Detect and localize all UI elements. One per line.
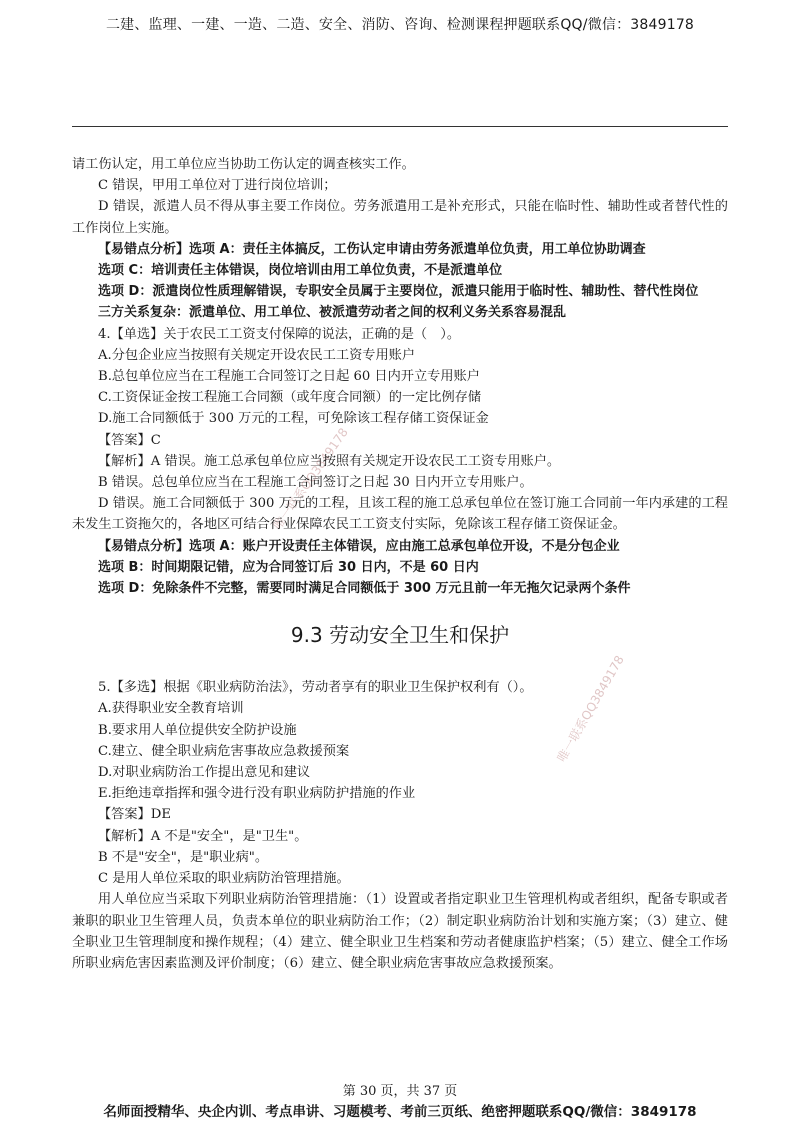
question-option: D.对职业病防治工作提出意见和建议 [98, 765, 311, 781]
explanation-line: B 错误。总包单位应当在工程施工合同签订之日起 30 日内开立专用账户。 [98, 475, 533, 491]
error-analysis-item: 选项 D：免除条件不完整，需要同时满足合同额低于 300 万元且前一年无拖欠记录两个条件 [98, 581, 631, 597]
error-analysis-heading: 【易错点分析】选项 A：责任主体搞反，工伤认定申请由劳务派遣单位负责，用工单位协助调查 [98, 241, 646, 257]
footer-banner: 名师面授精华、央企内训、考点串讲、习题模考、考前三页纸、绝密押题联系QQ/微信：3849178 [103, 1104, 697, 1120]
explanation-line: 【解析】A 不是"安全"，是"卫生"。 [98, 828, 308, 844]
section-title: 9.3 劳动安全卫生和保护 [290, 623, 510, 648]
explanation-line: D 错误。施工合同额低于 300 万元的工程，且该工程的施工总承包单位在签订施工合同前一年内承建的工程未发生工资拖欠的，各地区可结合行业保障农民工工资支付实际，免除该工程存储工资保证金。 [72, 496, 728, 533]
explanation-line: 【解析】A 错误。施工总承包单位应当按照有关规定开设农民工工资专用账户。 [98, 453, 561, 469]
watermark-text: 唯一联系QQ3849178 [554, 653, 627, 765]
explanation-line: B 不是"安全"，是"职业病"。 [98, 849, 269, 865]
paragraph: C 错误，甲用工单位对丁进行岗位培训； [98, 178, 337, 194]
explanation-line: C 是用人单位采取的职业病防治管理措施。 [98, 871, 350, 887]
paragraph: D 错误，派遣人员不得从事主要工作岗位。劳务派遣用工是补充形式，只能在临时性、辅助性或者替代性的工作岗位上实施。 [72, 199, 728, 236]
answer-line: 【答案】DE [98, 807, 171, 823]
question-option: E.拒绝违章指挥和强令进行没有职业病防护措施的作业 [98, 786, 416, 802]
question-stem: 5.【多选】根据《职业病防治法》，劳动者享有的职业卫生保护权利有（）。 [98, 680, 533, 696]
question-option: C.工资保证金按工程施工合同额（或年度合同额）的一定比例存储 [98, 390, 482, 406]
error-analysis-item: 选项 D：派遣岗位性质理解错误，专职安全员属于主要岗位，派遣只能用于临时性、辅助性、替代性岗位 [98, 284, 699, 300]
document-body [72, 154, 728, 974]
question-option: A.获得职业安全教育培训 [98, 701, 244, 717]
explanation-paragraph: 用人单位应当采取下列职业病防治管理措施：（1）设置或者指定职业卫生管理机构或者组织，配备专职或者兼职的职业卫生管理人员，负责本单位的职业病防治工作；（2）制定职业病防治计划和实施方案；（3）建立、健全职业卫生管理制度和操作规程；（4）建立、健全职业卫生档案和劳动者健康监护档案；（5）建立、健全工作场所职业病危害因素监测及评价制度；（6）建立、健全职业病危害事故应急救援预案。 [72, 892, 728, 971]
error-analysis-heading: 【易错点分析】选项 A：账户开设责任主体错误，应由施工总承包单位开设，不是分包企业 [98, 538, 620, 554]
header-divider [72, 126, 728, 127]
page-header-banner: 二建、监理、一建、一造、二造、安全、消防、咨询、检测课程押题联系QQ/微信：3849178 [105, 17, 695, 33]
question-stem: 4.【单选】关于农民工工资支付保障的说法，正确的是（ ）。 [98, 326, 461, 342]
watermark-text: 唯一联系QQ3849178 [270, 425, 351, 533]
question-option: A.分包企业应当按照有关规定开设农民工工资专用账户 [98, 347, 416, 363]
error-analysis-item: 三方关系复杂：派遣单位、用工单位、被派遣劳动者之间的权利义务关系容易混乱 [98, 305, 567, 321]
answer-line: 【答案】C [98, 432, 161, 448]
question-option: B.要求用人单位提供安全防护设施 [98, 722, 297, 738]
paragraph: 请工伤认定，用工单位应当协助工伤认定的调查核实工作。 [72, 157, 415, 172]
question-option: D.施工合同额低于 300 万元的工程，可免除该工程存储工资保证金 [98, 411, 489, 427]
question-option: C.建立、健全职业病危害事故应急救援预案 [98, 743, 350, 759]
error-analysis-item: 选项 C：培训责任主体错误，岗位培训由用工单位负责，不是派遣单位 [98, 263, 503, 279]
question-option: B.总包单位应当在工程施工合同签订之日起 60 日内开立专用账户 [98, 369, 480, 385]
error-analysis-item: 选项 B：时间期限记错，应为合同签订后 30 日内，不是 60 日内 [98, 559, 479, 575]
page-number: 第 30 页，共 37 页 [342, 1084, 458, 1099]
